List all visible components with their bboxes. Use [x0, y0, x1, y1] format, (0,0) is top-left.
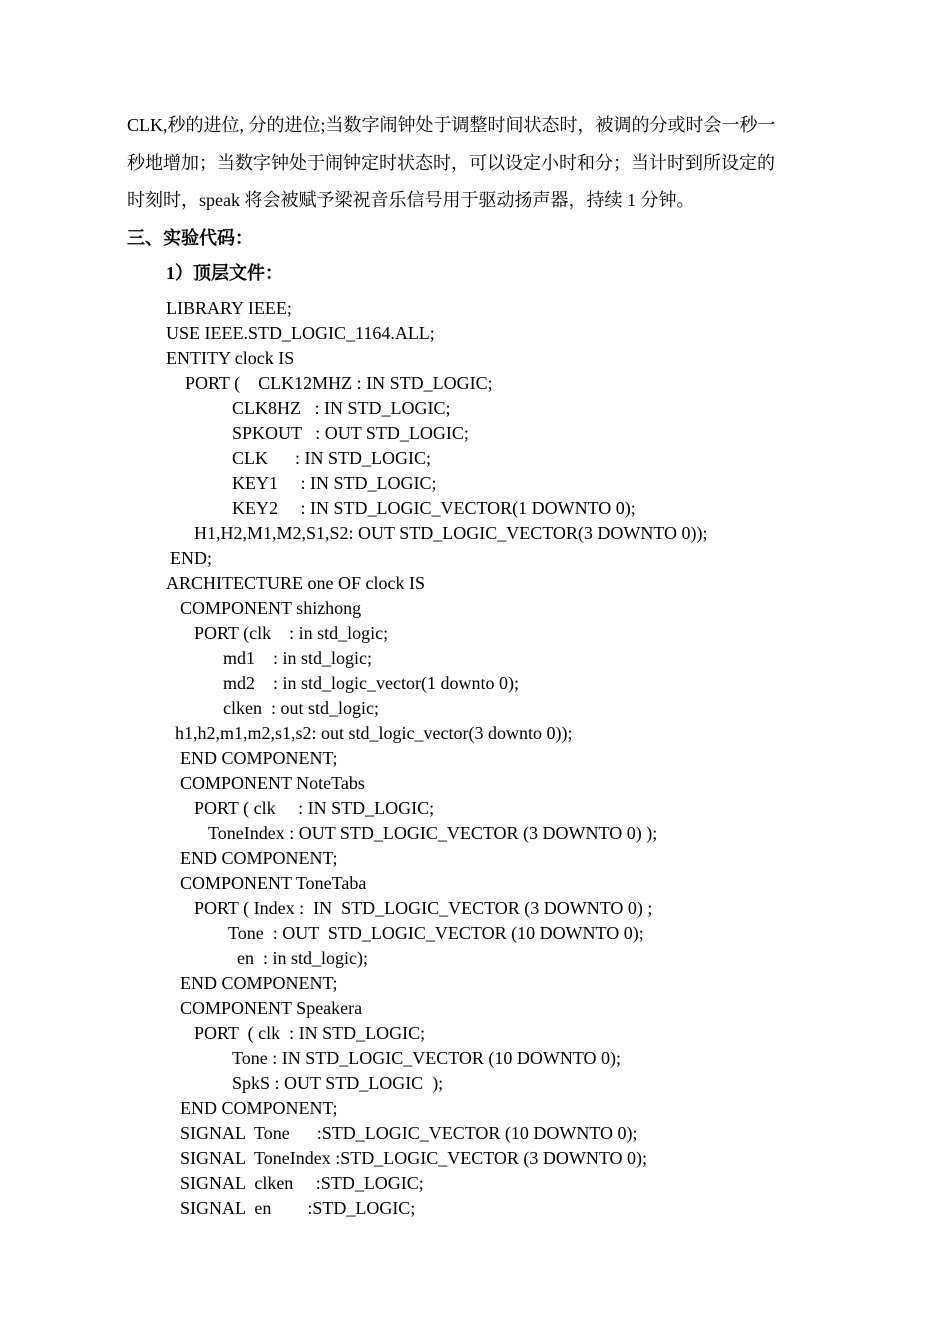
- code-line: Tone : OUT STD_LOGIC_VECTOR (10 DOWNTO 0);: [228, 923, 644, 943]
- code-line: END COMPONENT;: [180, 1098, 338, 1118]
- code-line: CLK8HZ : IN STD_LOGIC;: [232, 398, 451, 418]
- code-line: Tone : IN STD_LOGIC_VECTOR (10 DOWNTO 0);: [232, 1048, 622, 1068]
- code-line: SIGNAL clken :STD_LOGIC;: [180, 1173, 424, 1193]
- code-line: PORT ( clk : IN STD_LOGIC;: [194, 1023, 426, 1043]
- code-line: ToneIndex : OUT STD_LOGIC_VECTOR (3 DOWNTO 0) );: [208, 823, 658, 843]
- code-line: COMPONENT ToneTaba: [180, 873, 367, 893]
- code-line: COMPONENT shizhong: [180, 598, 362, 618]
- code-line: KEY1 : IN STD_LOGIC;: [232, 473, 437, 493]
- code-line: ENTITY clock IS: [166, 348, 295, 368]
- section-heading: 三、实验代码：: [127, 228, 253, 248]
- subheading: 1）顶层文件：: [166, 263, 283, 283]
- code-line: COMPONENT NoteTabs: [180, 773, 365, 793]
- code-line: PORT ( Index : IN STD_LOGIC_VECTOR (3 DOWNTO 0) ;: [194, 898, 653, 918]
- code-line: SIGNAL ToneIndex :STD_LOGIC_VECTOR (3 DOWNTO 0);: [180, 1148, 648, 1168]
- code-line: PORT ( CLK12MHZ : IN STD_LOGIC;: [185, 373, 493, 393]
- code-line: md1 : in std_logic;: [223, 648, 373, 668]
- code-line: PORT (clk : in std_logic;: [194, 623, 389, 643]
- code-line: END COMPONENT;: [180, 973, 338, 993]
- code-line: SIGNAL Tone :STD_LOGIC_VECTOR (10 DOWNTO 0);: [180, 1123, 638, 1143]
- code-line: CLK : IN STD_LOGIC;: [232, 448, 431, 468]
- code-line: COMPONENT Speakera: [180, 998, 363, 1018]
- code-line: en : in std_logic);: [237, 948, 368, 968]
- code-line: LIBRARY IEEE;: [166, 298, 292, 318]
- code-line: END COMPONENT;: [180, 848, 338, 868]
- code-line: SIGNAL en :STD_LOGIC;: [180, 1198, 416, 1218]
- code-line: md2 : in std_logic_vector(1 downto 0);: [223, 673, 519, 693]
- code-line: PORT ( clk : IN STD_LOGIC;: [194, 798, 435, 818]
- code-line: SpkS : OUT STD_LOGIC );: [232, 1073, 444, 1093]
- code-line: KEY2 : IN STD_LOGIC_VECTOR(1 DOWNTO 0);: [232, 498, 636, 518]
- code-line: H1,H2,M1,M2,S1,S2: OUT STD_LOGIC_VECTOR(3 DOWNTO 0));: [194, 523, 708, 543]
- code-line: SPKOUT : OUT STD_LOGIC;: [232, 423, 469, 443]
- code-line: ARCHITECTURE one OF clock IS: [166, 573, 425, 593]
- paragraph-line: 时刻时，speak 将会被赋予梁祝音乐信号用于驱动扬声器，持续 1 分钟。: [127, 190, 695, 210]
- paragraph-line: CLK,秒的进位, 分的进位;当数字闹钟处于调整时间状态时，被调的分或时会一秒一: [127, 115, 776, 135]
- code-line: h1,h2,m1,m2,s1,s2: out std_logic_vector(3 downto 0));: [175, 723, 573, 743]
- code-line: END COMPONENT;: [180, 748, 338, 768]
- code-line: clken : out std_logic;: [223, 698, 379, 718]
- code-line: END;: [170, 548, 212, 568]
- code-line: USE IEEE.STD_LOGIC_1164.ALL;: [166, 323, 435, 343]
- paragraph-line: 秒地增加；当数字钟处于闹钟定时状态时，可以设定小时和分；当计时到所设定的: [127, 153, 775, 173]
